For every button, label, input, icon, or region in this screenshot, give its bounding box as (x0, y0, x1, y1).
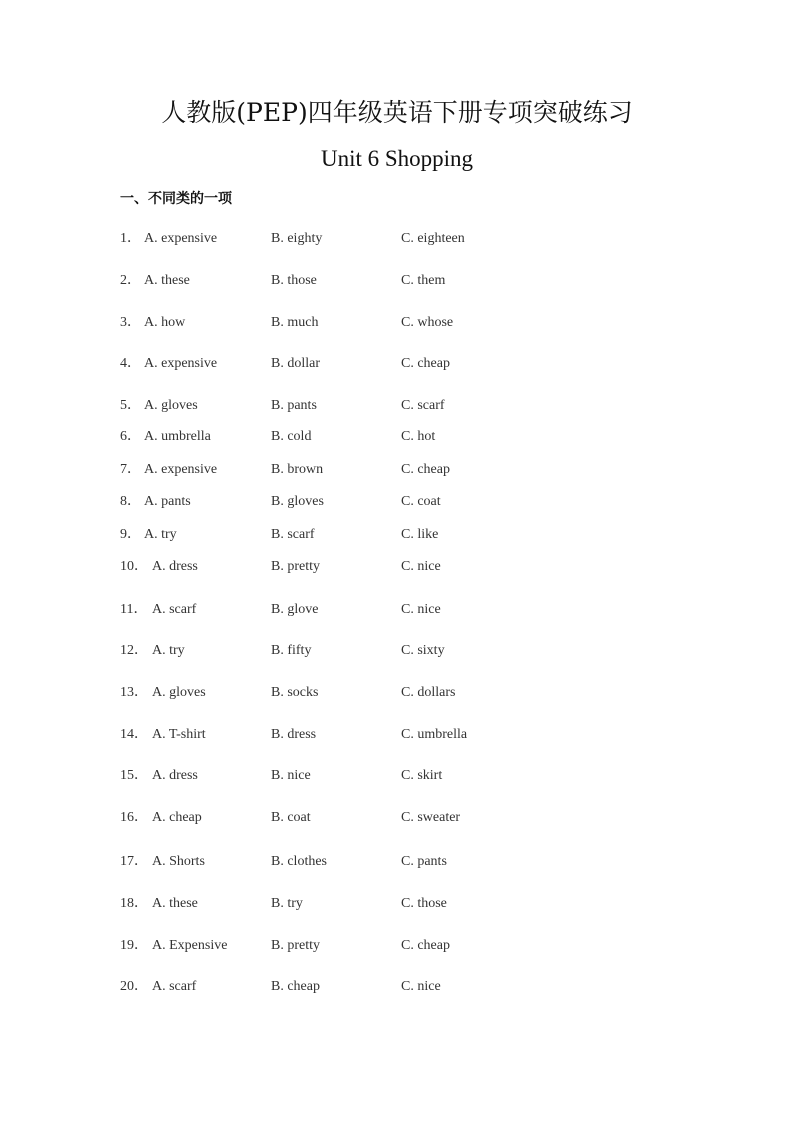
question-row-11 (120, 600, 640, 620)
option-c: C. pants (401, 854, 447, 869)
option-c: C. eighteen (401, 231, 465, 246)
option-c: C. nice (401, 602, 441, 617)
option-b: B. pretty (271, 559, 320, 574)
question-number: 6． (120, 429, 141, 444)
option-b: B. cold (271, 429, 312, 444)
question-number: 2． (120, 273, 141, 288)
question-row-16 (120, 808, 640, 828)
option-b: B. coat (271, 810, 311, 825)
option-b: B. those (271, 273, 317, 288)
option-b: B. dress (271, 727, 317, 742)
option-a: A. T-shirt (152, 727, 206, 742)
option-a: A. how (144, 315, 186, 330)
question-row-3 (120, 313, 640, 333)
question-number: 3． (120, 315, 141, 330)
option-b: B. eighty (271, 231, 323, 246)
option-b: B. brown (271, 462, 324, 477)
option-a: A. try (144, 527, 177, 542)
question-number: 17． (120, 854, 148, 869)
option-a: A. expensive (144, 462, 218, 477)
option-a: A. scarf (152, 602, 197, 617)
page-title: 人教版(PEP)四年级英语下册专项突破练习 (161, 98, 633, 127)
option-a: A. cheap (152, 810, 202, 825)
option-a: A. dress (152, 768, 198, 783)
section-heading: 一、不同类的一项 (120, 191, 232, 207)
question-row-13 (120, 683, 640, 703)
option-c: C. skirt (401, 768, 443, 783)
question-number: 19． (120, 938, 148, 953)
question-row-5 (120, 396, 640, 416)
option-a: A. scarf (152, 979, 197, 994)
option-c: C. hot (401, 429, 436, 444)
question-number: 1． (120, 231, 141, 246)
option-a: A. gloves (152, 685, 206, 700)
option-a: A. umbrella (144, 429, 211, 444)
question-number: 8． (120, 494, 141, 509)
question-row-8 (120, 492, 640, 512)
question-number: 13． (120, 685, 148, 700)
question-number: 7． (120, 462, 141, 477)
option-b: B. dollar (271, 356, 320, 371)
option-c: C. scarf (401, 398, 445, 413)
option-b: B. try (271, 896, 303, 911)
option-b: B. cheap (271, 979, 320, 994)
option-a: A. dress (152, 559, 198, 574)
option-a: A. gloves (144, 398, 198, 413)
question-number: 12． (120, 643, 148, 658)
question-row-10 (120, 557, 640, 577)
option-a: A. Shorts (152, 854, 205, 869)
option-b: B. gloves (271, 494, 324, 509)
question-row-2 (120, 271, 640, 291)
question-number: 20． (120, 979, 148, 994)
option-b: B. nice (271, 768, 311, 783)
option-c: C. nice (401, 979, 441, 994)
question-row-19 (120, 936, 640, 956)
option-b: B. pretty (271, 938, 320, 953)
option-c: C. cheap (401, 356, 450, 371)
question-number: 10． (120, 559, 148, 574)
option-a: A. these (144, 273, 190, 288)
option-c: C. coat (401, 494, 441, 509)
option-b: B. scarf (271, 527, 315, 542)
question-row-7 (120, 460, 640, 480)
option-c: C. them (401, 273, 446, 288)
option-c: C. sixty (401, 643, 445, 658)
question-number: 4． (120, 356, 141, 371)
option-b: B. socks (271, 685, 319, 700)
question-row-14 (120, 725, 640, 745)
question-row-12 (120, 641, 640, 661)
question-row-4 (120, 354, 640, 374)
option-c: C. like (401, 527, 439, 542)
question-number: 5． (120, 398, 141, 413)
option-a: A. pants (144, 494, 191, 509)
question-row-18 (120, 894, 640, 914)
question-number: 9． (120, 527, 141, 542)
option-a: A. try (152, 643, 185, 658)
question-number: 11． (120, 602, 148, 617)
option-a: A. expensive (144, 356, 218, 371)
option-c: C. dollars (401, 685, 456, 700)
option-b: B. pants (271, 398, 317, 413)
question-number: 18． (120, 896, 148, 911)
option-c: C. umbrella (401, 727, 468, 742)
question-number: 16． (120, 810, 148, 825)
option-c: C. nice (401, 559, 441, 574)
option-b: B. much (271, 315, 319, 330)
question-row-17 (120, 852, 640, 872)
unit-subtitle: Unit 6 Shopping (320, 146, 474, 171)
option-c: C. cheap (401, 938, 450, 953)
question-row-9 (120, 525, 640, 545)
option-c: C. whose (401, 315, 454, 330)
option-a: A. expensive (144, 231, 218, 246)
option-c: C. those (401, 896, 447, 911)
question-row-1 (120, 229, 640, 249)
option-b: B. clothes (271, 854, 327, 869)
question-row-15 (120, 766, 640, 786)
question-number: 14． (120, 727, 148, 742)
question-row-6 (120, 427, 640, 447)
option-a: A. these (152, 896, 198, 911)
option-b: B. fifty (271, 643, 312, 658)
option-c: C. sweater (401, 810, 461, 825)
option-c: C. cheap (401, 462, 450, 477)
question-number: 15． (120, 768, 148, 783)
question-row-20 (120, 977, 640, 997)
option-a: A. Expensive (152, 938, 228, 953)
option-b: B. glove (271, 602, 319, 617)
